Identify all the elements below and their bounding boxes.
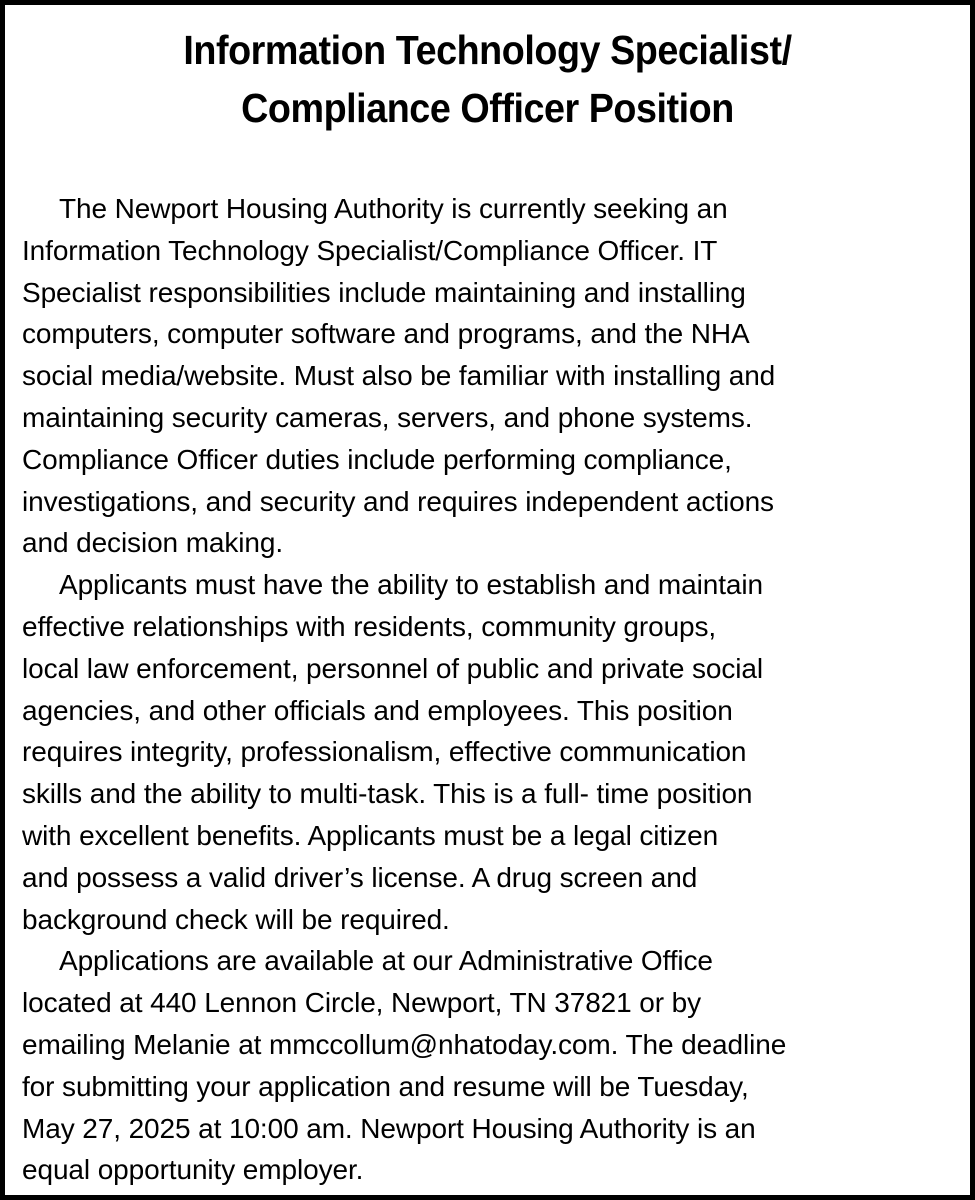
text-line: local law enforcement, personnel of public and private social: [22, 652, 763, 684]
paragraph-job-description: [22, 188, 962, 564]
text-line: effective relationships with residents, community groups,: [22, 610, 717, 642]
text-line: equal opportunity employer.: [22, 1154, 364, 1186]
text-line: and possess a valid driver’s license. A drug screen and: [22, 861, 698, 893]
text-line: Applications are available at our Administrative Office: [59, 945, 713, 977]
text-line: Applicants must have the ability to establish and maintain: [59, 569, 763, 601]
paragraph-how-to-apply: [22, 940, 962, 1191]
text-line: emailing Melanie at mmccollum@nhatoday.com. The deadline: [22, 1028, 787, 1060]
text-line: agencies, and other officials and employees. This position: [22, 694, 733, 726]
text-line: maintaining security cameras, servers, and phone systems.: [22, 401, 753, 433]
text-line: Information Technology Specialist/Compliance Officer. IT: [22, 234, 718, 266]
text-line: background check will be required.: [22, 903, 450, 935]
text-line: computers, computer software and programs, and the NHA: [22, 318, 750, 350]
ad-title: [5, 5, 970, 137]
ad-body: [22, 188, 962, 1191]
text-line: for submitting your application and resume will be Tuesday,: [22, 1070, 749, 1102]
text-line: social media/website. Must also be familiar with installing and: [22, 360, 776, 392]
text-line: investigations, and security and requires independent actions: [22, 485, 774, 517]
text-line: Compliance Officer duties include performing compliance,: [22, 443, 732, 475]
text-line: with excellent benefits. Applicants must be a legal citizen: [22, 819, 719, 851]
ad-title-line-2: Compliance Officer Position: [241, 85, 734, 131]
text-line: The Newport Housing Authority is currently seeking an: [59, 193, 728, 224]
text-line: requires integrity, professionalism, effective communication: [22, 736, 747, 768]
text-line: and decision making.: [22, 527, 284, 559]
ad-title-line-1: Information Technology Specialist/: [183, 27, 792, 73]
text-line: May 27, 2025 at 10:00 am. Newport Housing Authority is an: [22, 1112, 756, 1144]
text-line: skills and the ability to multi-task. This is a full- time position: [22, 778, 753, 810]
text-line: located at 440 Lennon Circle, Newport, TN 37821 or by: [22, 987, 702, 1019]
paragraph-requirements: [22, 564, 962, 940]
text-line: Specialist responsibilities include maintaining and installing: [22, 276, 746, 308]
